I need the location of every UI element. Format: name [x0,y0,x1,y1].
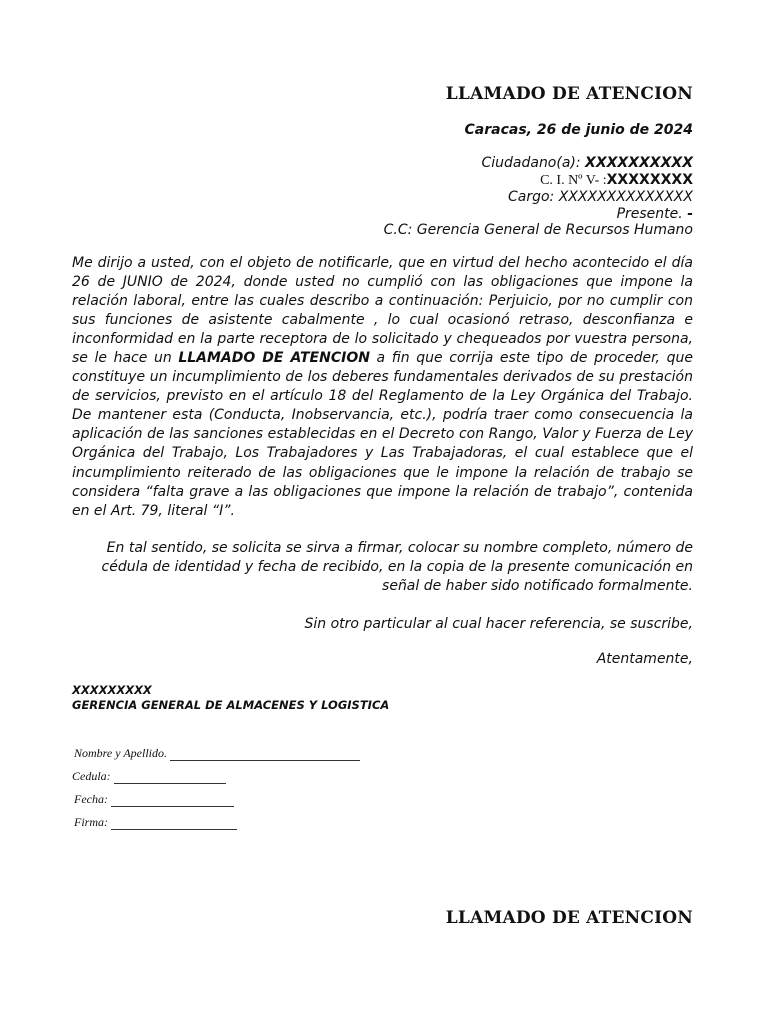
field-nombre [74,746,360,761]
ci-value: XXXXXXXX [606,171,693,188]
ciudadano-value: XXXXXXXXXX [585,155,693,171]
signature-block [72,683,389,712]
recipient-block [384,155,693,239]
field-firma-label: Firma: [74,815,108,829]
signature-department: GERENCIA GENERAL DE ALMACENES Y LOGISTICA [72,697,390,712]
field-cedula-line [114,771,226,784]
body-text-after: a fin que corrija este tipo de proceder, que constituye un incumplimiento de los deberes fundamentales derivados de su prestación de servicios, previsto en el artículo 18 del Reglamento de la Ley Orgánica del Trabajo. De mantener esta (Conducta, Inobservancia, etc.), podría traer como consecuencia la aplicación de las sanciones establecidas en el Decreto con Rango, Valor y Fuerza de Ley Orgánica del Trabajo, Los Trabajadores y Las Trabajadoras, el cual establece que el incumplimiento reiterado de las obligaciones que le impone la relación de trabajo se considera “falta grave a las obligaciones que impone la relación de trabajo”, contenida en el Art. 79, literal “I”. [72,350,693,519]
body-paragraph [72,254,693,521]
date-line: Caracas, 26 de junio de 2024 [464,122,693,138]
recipient-ci-line [384,172,693,190]
presente-label: Presente. [616,205,688,222]
cc-line: C.C: Gerencia General de Recursos Humano [383,222,693,239]
field-firma-line [111,817,237,830]
body-highlight: LLAMADO DE ATENCION [178,350,370,367]
signature-request-paragraph: En tal sentido, se solicita se sirva a firmar, colocar su nombre completo, número de cédula de identidad y fecha de recibido, en la copia de la presente comunicación en señal de haber sido notificado formalmente. [101,540,693,594]
field-firma [74,815,237,830]
presente-dash: - [687,205,693,222]
field-nombre-line [170,748,360,761]
field-fecha [74,792,234,807]
closing-line: Sin otro particular al cual hacer referencia, se suscribe, [304,616,693,632]
field-fecha-line [111,794,234,807]
ciudadano-label: Ciudadano(a): [481,155,586,171]
field-nombre-label: Nombre y Apellido. [74,746,167,760]
field-cedula [72,769,226,784]
field-cedula-label: Cedula: [72,769,111,783]
recipient-cargo: Cargo: XXXXXXXXXXXXXX [507,189,693,206]
recipient-name-line [384,155,693,172]
field-fecha-label: Fecha: [74,792,108,806]
repeated-title: LLAMADO DE ATENCION [445,908,693,928]
body-text-before: Me dirijo a usted, con el objeto de notificarle, que en virtud del hecho acontecido el día 26 de JUNIO de 2024, donde usted no cumplió con las obligaciones que impone la relación laboral, entre las cuales describo a continuación: Perjuicio, por no cumplir con sus funciones de asistente cabalmente , lo cual ocasionó retraso, desconfianza e inconformidad en la parte receptora de lo solicitado y chequeados por vuestra persona, se le hace un [72,255,693,367]
atentamente-line: Atentamente, [596,651,693,667]
document-title: LLAMADO DE ATENCION [445,84,693,104]
ci-label: C. I. Nº V- : [540,172,607,188]
presente-line [384,206,693,223]
signature-name: XXXXXXXXX [72,683,152,697]
